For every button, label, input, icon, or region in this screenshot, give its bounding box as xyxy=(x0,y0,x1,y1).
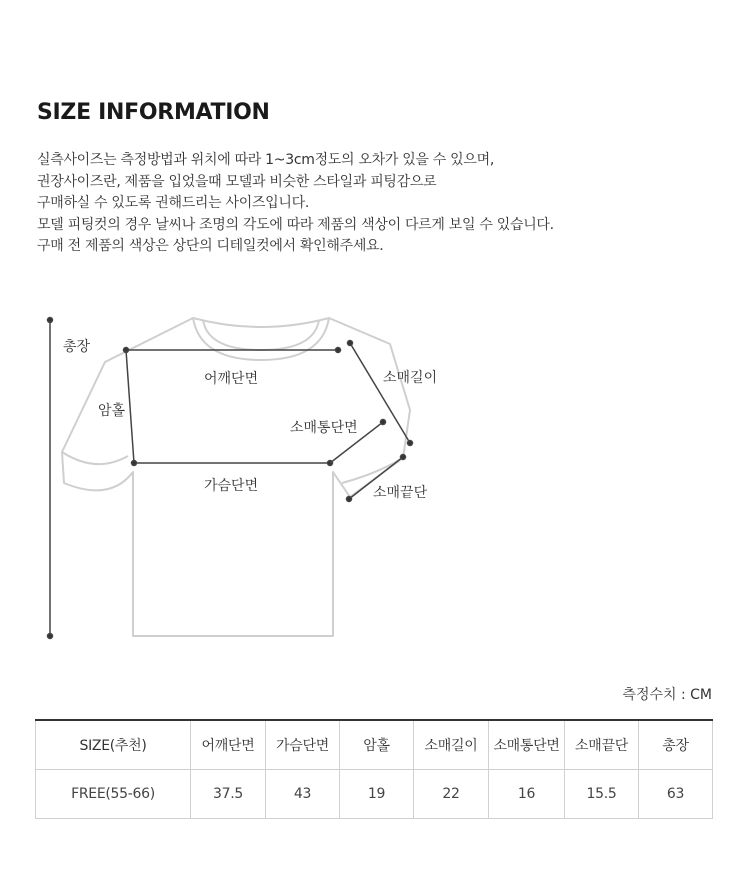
table-header-cell: 소매길이 xyxy=(414,720,489,770)
armhole-line xyxy=(126,350,134,463)
table-cell: 37.5 xyxy=(191,770,266,819)
description-line: 구매 전 제품의 색상은 상단의 디테일컷에서 확인해주세요. xyxy=(37,238,384,254)
table-header-cell: 가슴단면 xyxy=(266,720,340,770)
description-line: 구매하실 수 있도록 권해드리는 사이즈입니다. xyxy=(37,195,310,211)
total-length-dot-bottom xyxy=(48,634,53,639)
sleeve-width-dot xyxy=(381,420,386,425)
chest-dot-left xyxy=(132,461,137,466)
description-line: 실측사이즈는 측정방법과 위치에 따라 1~3cm정도의 오차가 있을 수 있으며, xyxy=(37,152,495,168)
shoulder-dot-right xyxy=(336,348,341,353)
table-cell: 63 xyxy=(639,770,713,819)
table-header-cell: 총장 xyxy=(639,720,713,770)
label-total-length: 총장 xyxy=(63,339,91,355)
description-line: 권장사이즈란, 제품을 입었을때 모델과 비슷한 스타일과 피팅감으로 xyxy=(37,173,437,190)
table-header-row xyxy=(36,720,713,770)
label-armhole: 암홀 xyxy=(98,403,126,419)
sleeve-end-dot-left xyxy=(347,497,352,502)
total-length-dot-top xyxy=(48,318,53,323)
label-sleeve-width: 소매통단면 xyxy=(290,420,358,436)
sleeve-length-dot-bottom xyxy=(408,441,413,446)
tshirt-outline xyxy=(62,318,410,636)
size-table xyxy=(35,719,713,819)
size-description xyxy=(37,150,554,258)
label-sleeve-length: 소매길이 xyxy=(383,370,438,386)
description-line: 모델 피팅컷의 경우 날씨나 조명의 각도에 따라 제품의 색상이 다르게 보일 수 있습니다. xyxy=(37,216,554,233)
label-sleeve-end: 소매끝단 xyxy=(373,485,428,501)
table-cell: 16 xyxy=(489,770,565,819)
label-shoulder: 어깨단면 xyxy=(204,371,259,387)
table-cell: 43 xyxy=(266,770,340,819)
sleeve-end-dot-right xyxy=(401,455,406,460)
table-header-cell: SIZE(추천) xyxy=(36,720,191,770)
table-header-cell: 어깨단면 xyxy=(191,720,266,770)
table-row xyxy=(36,770,713,819)
sleeve-length-dot-top xyxy=(348,341,353,346)
table-cell: 22 xyxy=(414,770,489,819)
sleeve-length-line xyxy=(350,343,410,443)
table-cell: FREE(55-66) xyxy=(36,770,191,819)
tshirt-left-cuff xyxy=(62,452,128,464)
tshirt-measurement-diagram xyxy=(0,300,750,660)
table-cell: 19 xyxy=(340,770,414,819)
table-header-cell: 소매통단면 xyxy=(489,720,565,770)
label-chest: 가슴단면 xyxy=(204,478,259,494)
table-header-cell: 암홀 xyxy=(340,720,414,770)
table-cell: 15.5 xyxy=(565,770,639,819)
table-header-cell: 소매끝단 xyxy=(565,720,639,770)
page-title: SIZE INFORMATION xyxy=(37,100,270,125)
tshirt-body-outline xyxy=(62,318,410,636)
unit-note: 측정수치 : CM xyxy=(622,687,712,703)
